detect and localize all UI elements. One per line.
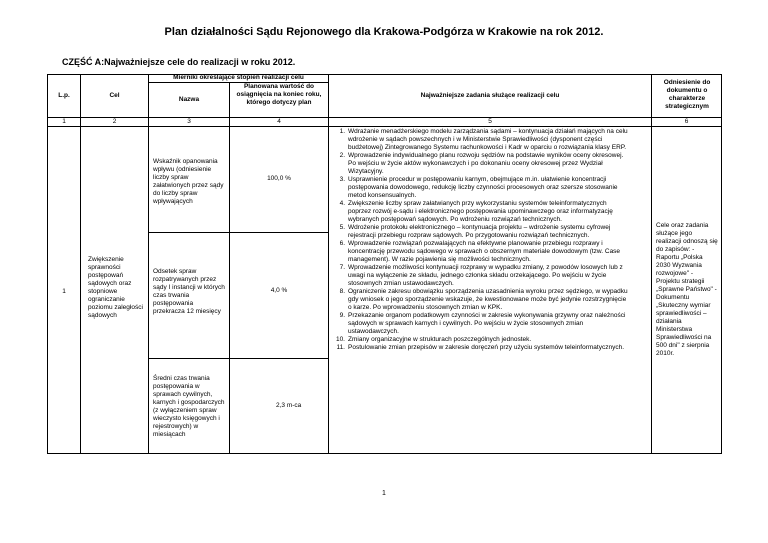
col-number-1: 1 — [62, 118, 66, 125]
measure-value-3: 2,3 m-ca — [276, 402, 302, 409]
measure-name-1: Wskaźnik opanowania wpływu (odniesienie liczby spraw załatwionych przez sądy do liczby spraw wpływających — [153, 158, 224, 205]
list-item-text: Wprowadzenie indywidualnego planu rozwoju sędziów na podstawie wyników oceny okresowej. Po wejściu w życie aktów wykonawczych i po dokonaniu oceny okresowej przez Wydział Wizytacyjny. — [348, 152, 624, 175]
col-number-6: 6 — [684, 118, 689, 125]
header-reference: Odniesienie do dokumentu o charakterze strategicznym — [663, 79, 711, 110]
measure-name-2: Odsetek spraw rozpatrywanych przez sądy I instancji w których czas trwania postępowania przekracza 12 miesięcy — [153, 268, 225, 315]
header-lp: L.p. — [58, 92, 70, 99]
list-item-number: 10. — [335, 336, 345, 343]
col-line-2 — [148, 74, 149, 454]
list-item-number: 9. — [339, 312, 345, 319]
list-item-text: Wdrożenie protokołu elektronicznego – kontynuacja projektu – wdrożenie systemu cyfrowej rejestracji przebiegu rozpraw sądowych. Po przygotowaniu rozwiązań technicznych. — [348, 224, 611, 239]
header-tasks: Najważniejsze zadania służące realizacji celu — [420, 92, 560, 99]
header-goal: Cel — [109, 92, 120, 99]
list-item-text: Przekazanie organom podatkowym czynności w zakresie wykonywania grzywny oraz należności sądowych w sprawach karnych i cywilnych. Po wejściu w życie stosownych zmian ustawodawczych. — [348, 312, 626, 335]
list-item — [330, 264, 630, 288]
list-item-number: 3. — [339, 176, 345, 183]
list-item — [330, 176, 630, 200]
list-item-text: Usprawnienie procedur w postępowaniu karnym, obejmujące m.in. ułatwienie koncentracji postępowania dowodowego, redukcję liczby czynności procesowych oraz szersze stosowanie metod konsensualnych. — [348, 176, 618, 199]
measure-name-3: Średni czas trwania postępowania w sprawach cywilnych, karnych i gospodarczych (z wyłączeniem spraw wieczysto księgowych i rejestrowych) w miesiącach — [153, 375, 225, 438]
list-item-number: 7. — [339, 264, 345, 271]
col-number-2: 2 — [112, 118, 117, 125]
col-number-4: 4 — [277, 118, 281, 125]
col-line-4 — [328, 74, 329, 454]
row-goal: Zwiększenie sprawności postępowań sądowych oraz stopniowe ograniczanie poziomu zaległości sądowych — [88, 256, 143, 319]
list-item — [330, 128, 630, 152]
measure-row-divider-2 — [148, 358, 328, 359]
measure-row-divider-1 — [148, 232, 328, 233]
list-item-number: 2. — [339, 152, 345, 159]
tasks-list — [330, 128, 630, 352]
part-heading: CZĘŚĆ A:Najważniejsze cele do realizacji w roku 2012. — [62, 57, 296, 67]
list-item-text: Zmiany organizacyjne w strukturach poszczególnych jednostek. — [348, 336, 532, 343]
measure-value-2: 4,0 % — [270, 287, 288, 294]
list-item-number: 11. — [336, 344, 345, 351]
list-item-text: Ograniczenie zakresu obowiązku sporządzenia uzasadnienia wyroku przez sędziego, w wypadku gdy wniosek o jego sporządzenie wskazuje, że kwestionowane może być jedynie rozstrzygnięcie o karze. Po wprowadzeniu stosownych zmian w KPK. — [348, 288, 628, 311]
row-reference: Cele oraz zadania służące jego realizacji odnoszą się do zapisów: - Raportu „Polska 2030 Wyzwania rozwojowe" - Projektu strategii „Sprawne Państwo" - Dokumentu „Skuteczny wymiar sprawiedliwości – działania Ministerstwa Sprawiedliwości na 500 dni" z sierpnia 2010r. — [656, 222, 718, 357]
header-measures-group: Mierniki określające stopień realizacji celu — [173, 74, 304, 81]
list-item — [330, 312, 630, 336]
col-number-3: 3 — [187, 118, 191, 125]
list-item-number: 6. — [339, 240, 345, 247]
col-line-1 — [80, 74, 81, 454]
col-line-left — [47, 74, 48, 454]
col-line-3 — [229, 82, 230, 454]
document-title: Plan działalności Sądu Rejonowego dla Krakowa-Podgórza w Krakowie na rok 2012. — [164, 26, 604, 38]
list-item-text: Wprowadzenie możliwości kontynuacji rozprawy w wypadku zmiany, z powodów losowych lub z uwagi na wyłączenie ze składu, jednego członka składu orzekającego. Po wejściu w życie stosownych zmian ustawodawczych. — [348, 264, 623, 287]
measure-value-1: 100,0 % — [267, 175, 291, 182]
list-item-text: Wprowadzenie rozwiązań pozwalających na efektywne planowanie przebiegu rozprawy i koncentrację przewodu sądowego w sprawach o obszernym materiale dowodowym (tzw. Case management). W razie pojawienia się możliwości technicznych. — [348, 240, 621, 263]
list-item-text: Zwiększenie liczby spraw załatwianych przy wykorzystaniu systemów teleinformatycznych poprzez rozwój e-sądu i elektronicznego postępowania upominawczego oraz informatyzację wybranych postępowań sądowych. Po wdrożeniu rozwiązań technicznych. — [348, 200, 613, 223]
col-number-5: 5 — [488, 118, 492, 125]
list-item-number: 5. — [339, 224, 345, 231]
list-item — [330, 240, 630, 264]
page-number: 1 — [382, 490, 386, 497]
col-line-5 — [651, 74, 652, 454]
col-line-right — [721, 74, 722, 454]
list-item-text: Postulowanie zmian przepisów w zakresie doręczeń przy użyciu systemów teleinformatycznych. — [348, 344, 624, 351]
list-item — [330, 344, 630, 352]
list-item-text: Wdrażanie menadżerskiego modelu zarządzania sądami – kontynuacja działań mających na celu wdrożenie w sądach powszechnych i w Ministerstwie Sprawiedliwości (dysponent części budżetowej) Zintegrowanego Systemu rachunkowości i Kadr w oparciu o rozwiązania klasy ERP. — [348, 128, 628, 151]
list-item-number: 1. — [339, 128, 345, 135]
list-item-number: 4. — [339, 200, 345, 207]
list-item — [330, 224, 630, 240]
list-item-number: 8. — [339, 288, 345, 295]
list-item — [330, 288, 630, 312]
list-item — [330, 336, 630, 344]
header-name: Nazwa — [178, 96, 200, 103]
row-lp: 1 — [62, 288, 66, 295]
list-item — [330, 152, 630, 176]
list-item — [330, 200, 630, 224]
header-planned-value: Planowana wartość do osiągnięcia na koniec roku, którego dotyczy plan — [236, 83, 322, 106]
